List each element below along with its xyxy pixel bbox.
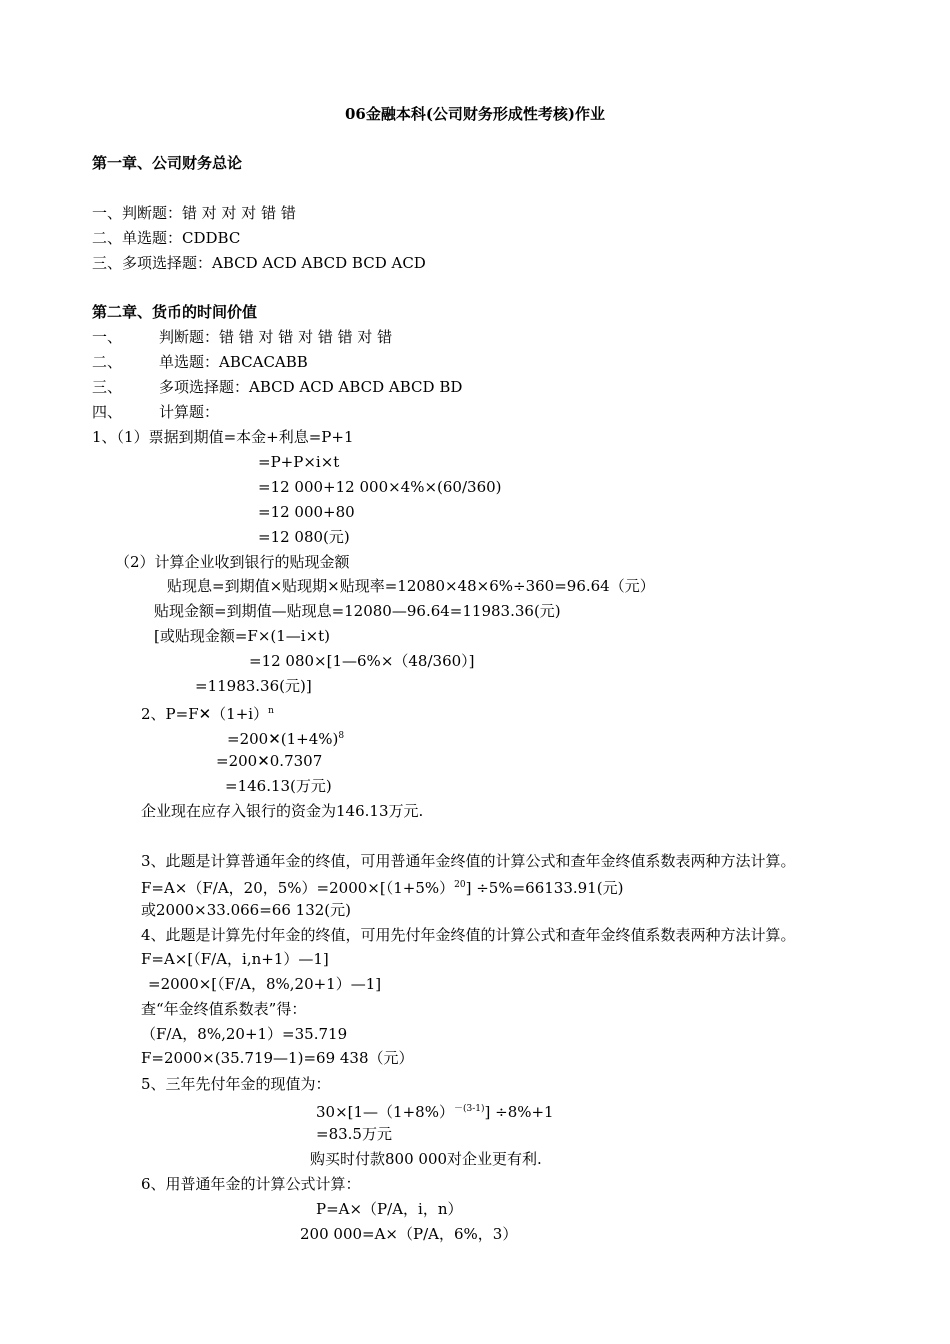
q4-line: F=A×[（F/A，i,n+1）—1] bbox=[141, 950, 329, 968]
q3-line: 或2000×33.066=66 132(元) bbox=[141, 901, 351, 919]
q4-line: F=2000×(35.719—1)=69 438（元） bbox=[141, 1049, 414, 1067]
q1-line: =12 000+80 bbox=[258, 503, 355, 521]
q5-line: =83.5万元 bbox=[316, 1125, 392, 1143]
q2-line: 企业现在应存入银行的资金为146.13万元. bbox=[141, 802, 424, 820]
q4-line: 4、此题是计算先付年金的终值，可用先付年金终值的计算公式和查年金终值系数表两种方法计算。 bbox=[141, 926, 796, 944]
q1-line: 贴现金额=到期值—贴现息=12080—96.64=11983.36(元) bbox=[154, 602, 561, 620]
q1-line: =11983.36(元)] bbox=[195, 677, 312, 695]
q4-line: 查“年金终值系数表”得： bbox=[141, 1000, 307, 1018]
ch2-multiple-choice-answers: 多项选择题：ABCD ACD ABCD ABCD BD bbox=[159, 378, 463, 396]
ch2-item-number: 一、 bbox=[92, 328, 123, 346]
ch1-multiple-choice-answers: 三、多项选择题：ABCD ACD ABCD BCD ACD bbox=[92, 254, 426, 272]
document-title: 06金融本科(公司财务形成性考核)作业 bbox=[344, 105, 606, 123]
ch2-single-choice-answers: 单选题：ABCACABB bbox=[159, 353, 308, 371]
exponent: n bbox=[268, 706, 274, 716]
ch2-true-false-answers: 判断题：错 错 对 错 对 错 错 对 错 bbox=[159, 328, 393, 346]
ch2-item-number: 三、 bbox=[92, 378, 123, 396]
q1-line: 贴现息=到期值×贴现期×贴现率=12080×48×6%÷360=96.64（元） bbox=[167, 577, 655, 595]
chapter-2-heading: 第二章、货币的时间价值 bbox=[92, 303, 258, 321]
exponent: 20 bbox=[454, 880, 466, 890]
q1-line: [或贴现金额=F×(1—i×t) bbox=[154, 627, 331, 645]
q6-line: 200 000=A×（P/A，6%，3） bbox=[300, 1225, 518, 1243]
q2-line: =200✕0.7307 bbox=[216, 752, 323, 770]
q5-line: 购买时付款800 000对企业更有利. bbox=[310, 1150, 542, 1168]
q6-line: 6、用普通年金的计算公式计算： bbox=[141, 1175, 361, 1193]
q5-line: $30\times[1—(1+8\%)^{-(3-1)}] \div 8\%+1$ bbox=[316, 1103, 554, 1121]
ch2-calculation-label: 计算题： bbox=[159, 403, 220, 421]
q1-line: 1、（1）票据到期值=本金+利息=P+1 bbox=[92, 428, 354, 446]
q5-line: 5、三年先付年金的现值为： bbox=[141, 1075, 331, 1093]
q2-line: 2、$P=F✕(1+i)^n$ bbox=[141, 705, 274, 723]
q4-line: （F/A，8%,20+1）=35.719 bbox=[141, 1025, 348, 1043]
ch2-item-number: 二、 bbox=[92, 353, 123, 371]
q4-line: =2000×[（F/A，8%,20+1）—1] bbox=[148, 975, 382, 993]
exponent: －(3-1) bbox=[453, 1104, 485, 1114]
q2-line: $=200✕(1+4\%)^8$ bbox=[227, 730, 345, 748]
q1-line: =12 080×[1—6%×（48/360）] bbox=[249, 652, 475, 670]
q2-line: =146.13(万元) bbox=[225, 777, 332, 795]
ch1-single-choice-answers: 二、单选题：CDDBC bbox=[92, 229, 241, 247]
exponent: 8 bbox=[338, 731, 345, 741]
q6-line: P=A×（P/A，i，n） bbox=[316, 1200, 463, 1218]
chapter-1-heading: 第一章、公司财务总论 bbox=[92, 154, 243, 172]
q1-line: =P+P×i×t bbox=[258, 453, 340, 471]
q3-line: F=A×（F/A，20，$5\%)=2000\times[(1+5\%)^{20}] \div 5\%=66133.91$(元) bbox=[141, 879, 624, 897]
q1-line: =12 080(元) bbox=[258, 528, 350, 546]
ch2-item-number: 四、 bbox=[92, 403, 123, 421]
q1-line: =12 000+12 000×4%×(60/360) bbox=[258, 478, 502, 496]
ch1-true-false-answers: 一、判断题：错 对 对 对 错 错 bbox=[92, 204, 296, 222]
q1-line: （2）计算企业收到银行的贴现金额 bbox=[115, 553, 350, 571]
q3-line: 3、此题是计算普通年金的终值，可用普通年金终值的计算公式和查年金终值系数表两种方法计算。 bbox=[141, 852, 796, 870]
